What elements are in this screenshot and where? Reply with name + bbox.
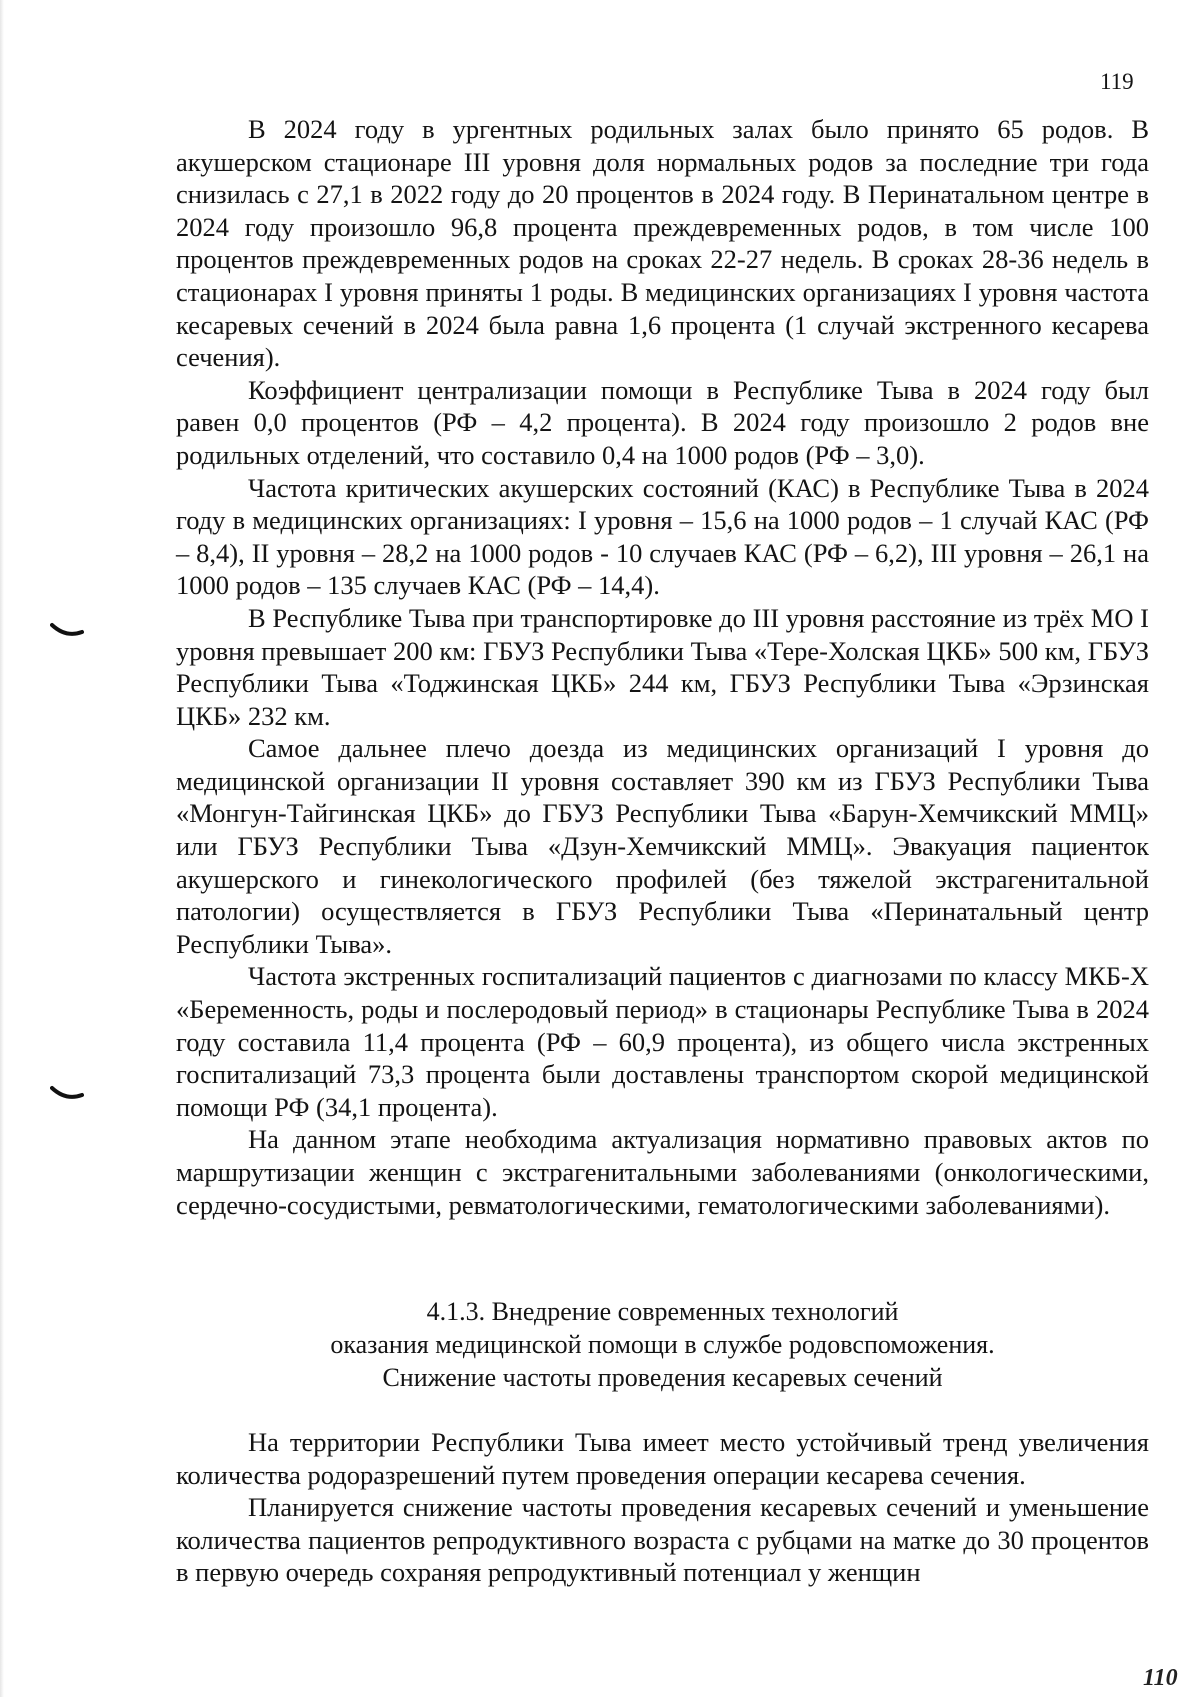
section-heading-line-2: оказания медицинской помощи в службе родовспоможения. bbox=[330, 1330, 995, 1359]
section-heading bbox=[176, 1295, 1149, 1394]
section-heading-line-1: 4.1.3. Внедрение современных технологий bbox=[426, 1297, 899, 1326]
scan-edge-shadow bbox=[0, 0, 4, 1697]
paragraph-transport-distance: В Республике Тыва при транспортировке до III уровня расстояние из трёх МО I уровня превышает 200 км: ГБУЗ Республики Тыва «Тере-Холская ЦКБ» 500 км, ГБУЗ Республики Тыва «Тоджинская ЦКБ» 244 км, ГБУЗ Республики Тыва «Эрзинская ЦКБ» 232 км. bbox=[176, 602, 1149, 731]
paragraph-centralization: Коэффициент централизации помощи в Республике Тыва в 2024 году был равен 0,0 процентов (РФ – 4,2 процента). В 2024 году произошло 2 родов вне родильных отделений, что составило 0,4 на 1000 родов (РФ – 3,0). bbox=[176, 374, 1149, 470]
body-text-section-2 bbox=[176, 1426, 1149, 1589]
paragraph-evacuation: Самое дальнее плечо доезда из медицинских организаций I уровня до медицинской организации II уровня составляет 390 км из ГБУЗ Республики Тыва «Монгун-Тайгинская ЦКБ» до ГБУЗ Республики Тыва «Барун-Хемчикский ММЦ» или ГБУЗ Республики Тыва «Дзун-Хемчикский ММЦ». Эвакуация пациенток акушерского и гинекологического профилей (без тяжелой экстрагенитальной патологии) осуществляется в ГБУЗ Республики Тыва «Перинатальный центр Республики Тыва». bbox=[176, 733, 1149, 959]
page-number: 119 bbox=[1100, 69, 1134, 94]
body-text-section bbox=[176, 113, 1149, 1221]
paragraph-critical-conditions: Частота критических акушерских состояний (КАС) в Республике Тыва в 2024 году в медицинских организациях: I уровня – 15,6 на 1000 родов – 1 случай КАС (РФ – 8,4), II уровня – 28,2 на 1000 родов - 10 случаев КАС (РФ – 6,2), III уровня – 26,1 на 1000 родов – 135 случаев КАС (РФ – 14,4). bbox=[176, 472, 1149, 601]
paragraph-cesarean-plan: Планируется снижение частоты проведения кесаревых сечений и уменьшение количества пациентов репродуктивного возраста с рубцами на матке до 30 процентов в первую очередь сохраняя репродуктивный потенциал у женщин bbox=[176, 1492, 1149, 1588]
hole-punch-mark-icon bbox=[50, 622, 84, 638]
paragraph-cesarean-trend: На территории Республики Тыва имеет место устойчивый тренд увеличения количества родоразрешений путем проведения операции кесарева сечения. bbox=[176, 1427, 1149, 1490]
hole-punch-mark-icon bbox=[50, 1085, 84, 1101]
section-heading-line-3: Снижение частоты проведения кесаревых сечений bbox=[382, 1363, 943, 1392]
paragraph-births: В 2024 году в ургентных родильных залах было принято 65 родов. В акушерском стационаре III уровня доля нормальных родов за последние три года снизилась с 27,1 в 2022 году до 20 процентов в 2024 году. В Перинатальном центре в 2024 году произошло 96,8 процента преждевременных родов, в том числе 100 процентов преждевременных родов на сроках 22-27 недель. В сроках 28-36 недель в стационарах I уровня приняты 1 роды. В медицинских организациях I уровня частота кесаревых сечений в 2024 была равна 1,6 процента (1 случай экстренного кесарева сечения). bbox=[176, 114, 1149, 373]
paragraph-regulation: На данном этапе необходима актуализация нормативно правовых актов по маршрутизации женщин с экстрагенитальными заболеваниями (онкологическими, сердечно-сосудистыми, ревматологическими, гематологическими заболеваниями). bbox=[176, 1124, 1149, 1220]
handwritten-page-number: 110 bbox=[1143, 1665, 1178, 1691]
paragraph-hospitalization: Частота экстренных госпитализаций пациентов с диагнозами по классу МКБ-Х «Беременность, роды и послеродовый период» в стационары Республике Тыва в 2024 году составила 11,4 процента (РФ – 60,9 процента), из общего числа экстренных госпитализаций 73,3 процента были доставлены транспортом скорой медицинской помощи РФ (34,1 процента). bbox=[176, 961, 1149, 1122]
